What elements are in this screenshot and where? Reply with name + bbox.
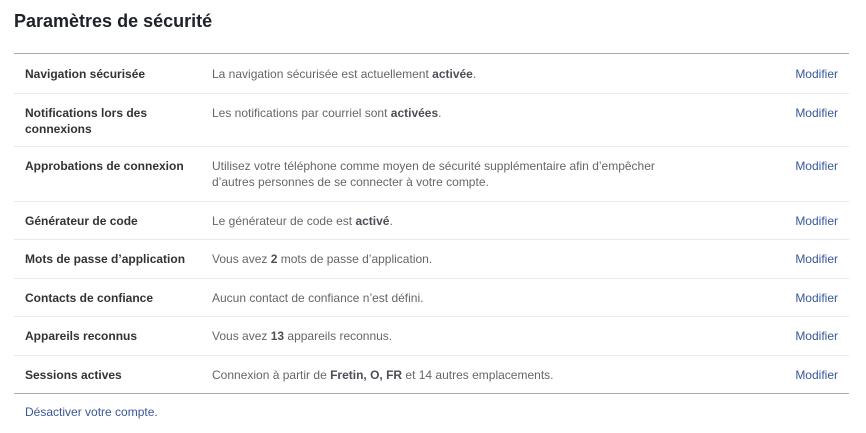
page-title: Paramètres de sécurité [14,11,213,31]
row-value [212,251,692,267]
value-text: . [438,106,442,120]
value-text: appareils reconnus. [284,329,393,343]
value-text: Vous avez [212,329,271,343]
settings-row [14,239,849,278]
value-text: Les notifications par courriel sont [212,106,391,120]
row-value [212,213,692,229]
modify-link[interactable]: Modifier [795,159,838,173]
row-label: Appareils reconnus [25,329,138,343]
row-label: Mots de passe d’application [25,252,186,266]
settings-row [14,278,849,316]
settings-row [14,54,849,93]
value-text: Utilisez votre téléphone comme moyen de sécurité supplémentaire afin d’empêcher d’autres personnes de se connecter à votre compte. [212,159,655,189]
settings-row [14,201,849,239]
modify-link[interactable]: Modifier [795,329,838,343]
value-text: mots de passe d’application. [277,252,433,266]
value-emphasis: activées [390,106,439,120]
value-emphasis: 13 [270,329,285,343]
modify-link[interactable]: Modifier [795,252,838,266]
deactivate-account-link[interactable]: Désactiver votre compte. [25,405,158,419]
value-text: et 14 autres emplacements. [402,368,554,382]
value-text: . [389,214,393,228]
modify-link[interactable]: Modifier [795,214,838,228]
modify-link[interactable]: Modifier [795,106,838,120]
row-label: Notifications lors des connexions [25,106,148,136]
value-emphasis: 2 [270,252,278,266]
value-text: Le générateur de code est [212,214,356,228]
modify-link[interactable]: Modifier [795,67,838,81]
value-text: Vous avez [212,252,271,266]
security-settings-table [14,53,849,394]
row-value [212,158,672,190]
row-value [212,66,692,82]
row-value [212,328,692,344]
modify-link[interactable]: Modifier [795,291,838,305]
settings-row [14,316,849,355]
settings-row [14,355,849,393]
settings-row [14,93,849,146]
row-value [212,367,692,383]
row-label: Sessions actives [25,368,122,382]
value-text: La navigation sécurisée est actuellement [212,67,433,81]
value-emphasis: Fretin, O, FR [330,368,403,382]
modify-link[interactable]: Modifier [795,368,838,382]
value-text: . [472,67,477,81]
row-label: Générateur de code [25,214,138,228]
row-label: Contacts de confiance [25,291,154,305]
row-label: Navigation sécurisée [25,67,146,81]
value-text: Aucun contact de confiance n’est défini. [212,291,424,305]
value-emphasis: activé [355,214,390,228]
row-label: Approbations de connexion [25,159,184,173]
row-value [212,290,692,306]
value-text: Connexion à partir de [212,368,331,382]
row-value [212,105,692,121]
value-emphasis: activée [432,67,473,81]
settings-row [14,146,849,201]
